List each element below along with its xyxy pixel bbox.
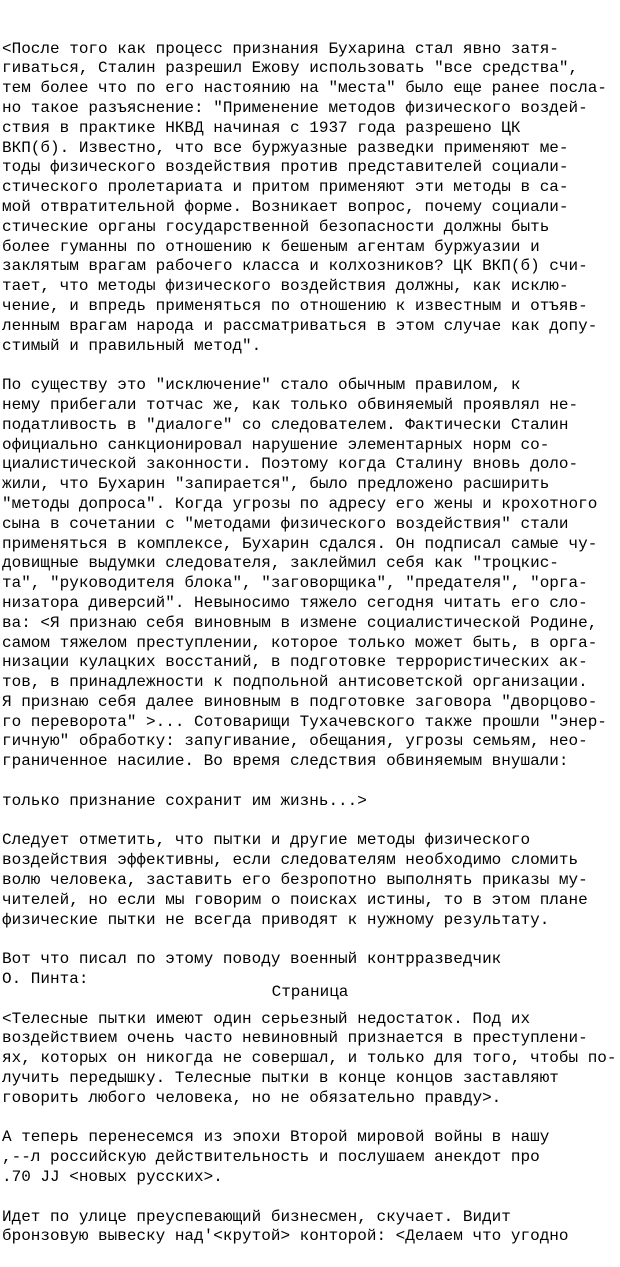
text-line: Вот что писал по этому поводу военный контрразведчик bbox=[2, 950, 502, 969]
text-line: волю человека, заставить его безропотно выполнять приказы му- bbox=[2, 871, 588, 890]
text-line: ях, которых он никогда не совершал, и только для того, чтобы по- bbox=[2, 1049, 617, 1068]
text-line: А теперь перенесемся из эпохи Второй мировой войны в нашу bbox=[2, 1128, 550, 1147]
paragraph bbox=[2, 792, 618, 812]
paragraph-gap bbox=[2, 772, 618, 792]
text-line: воздействием очень часто невиновный признается в преступлени- bbox=[2, 1029, 588, 1048]
text-line: низатора диверсий". Невыносимо тяжело сегодня читать его сло- bbox=[2, 593, 588, 612]
text-line: гиваться, Сталин разрешил Ежову использовать "все средства", bbox=[2, 59, 579, 78]
text-line: физические пытки не всегда приводят к нужному результату. bbox=[2, 910, 550, 929]
text-line: Следует отметить, что пытки и другие методы физического bbox=[2, 831, 531, 850]
text-line: граниченное насилие. Во время следствия обвиняемым внушали: bbox=[2, 752, 569, 771]
text-line: <Телесные пытки имеют один серьезный недостаток. Под их bbox=[2, 1009, 531, 1028]
paragraph bbox=[2, 1208, 618, 1248]
text-line: нему прибегали тотчас же, как только обвиняемый проявлял не- bbox=[2, 395, 579, 414]
text-line: тов, в принадлежности к подпольной антисоветской организации. bbox=[2, 673, 588, 692]
text-line: "методы допроса". Когда угрозы по адресу его жены и крохотного bbox=[2, 494, 598, 513]
text-line: стического пролетариата и притом применяют эти методы в са- bbox=[2, 178, 569, 197]
text-line: О. Пинта: bbox=[2, 970, 89, 989]
paragraph bbox=[2, 1010, 618, 1109]
text-line: та", "руководителя блока", "заговорщика", "предателя", "орга- bbox=[2, 574, 588, 593]
text-line: воздействия эффективны, если следователям необходимо сломить bbox=[2, 851, 579, 870]
text-line: чителей, но если мы говорим о поисках истины, то в этом плане bbox=[2, 890, 588, 909]
text-line: стимый и правильный метод". bbox=[2, 336, 262, 355]
text-line: более гуманны по отношению к бешеным агентам буржуазии и bbox=[2, 237, 540, 256]
paragraph-gap bbox=[2, 812, 618, 832]
paragraph-gap bbox=[2, 1188, 618, 1208]
text-line: По существу это "исключение" стало обычным правилом, к bbox=[2, 376, 521, 395]
text-line: мой отвратительной форме. Возникает вопрос, почему социали- bbox=[2, 197, 569, 216]
text-line: только признание сохранит им жизнь...> bbox=[2, 791, 367, 810]
text-line: Идет по улице преуспевающий бизнесмен, скучает. Видит bbox=[2, 1207, 511, 1226]
text-line: заклятым врагам рабочего класса и колхозников? ЦК ВКП(б) счи- bbox=[2, 257, 588, 276]
paragraph bbox=[2, 40, 618, 357]
paragraph-gap bbox=[2, 356, 618, 376]
text-line: применяться в комплексе, Бухарин сдался. Он подписал самые чу- bbox=[2, 534, 598, 553]
paragraph-gap bbox=[2, 1109, 618, 1129]
text-line: тает, что методы физического воздействия должны, как исклю- bbox=[2, 277, 569, 296]
document-body bbox=[2, 40, 618, 1248]
paragraph-gap bbox=[2, 930, 618, 950]
text-line: ВКП(б). Известно, что все буржуазные разведки применяют ме- bbox=[2, 138, 569, 157]
paragraph bbox=[2, 376, 618, 772]
text-line: го переворота" >... Сотоварищи Тухачевского также прошли "энер- bbox=[2, 712, 607, 731]
text-line: бронзовую вывеску над'<крутой> конторой: <Делаем что угодно bbox=[2, 1227, 569, 1246]
text-line: <После того как процесс признания Бухарина стал явно затя- bbox=[2, 39, 559, 58]
text-line: стические органы государственной безопасности должны быть bbox=[2, 217, 550, 236]
text-line: сына в сочетании с "методами физического воздействия" стали bbox=[2, 514, 569, 533]
text-line: .70 JJ <новых русских>. bbox=[2, 1168, 223, 1187]
text-line: ва: <Я признаю себя виновным в измене социалистической Родине, bbox=[2, 613, 598, 632]
paragraph bbox=[2, 1128, 618, 1187]
text-line: самом тяжелом преступлении, которое только может быть, в орга- bbox=[2, 633, 598, 652]
text-line: гичную" обработку: запугивание, обещания, угрозы семьям, нео- bbox=[2, 732, 588, 751]
text-line: жили, что Бухарин "запирается", было предложено расширить bbox=[2, 475, 550, 494]
text-line: низации кулацких восстаний, в подготовке террористических ак- bbox=[2, 653, 588, 672]
text-line: официально санкционировал нарушение элементарных норм со- bbox=[2, 435, 550, 454]
text-line: тоды физического воздействия против представителей социали- bbox=[2, 158, 569, 177]
text-line: Я признаю себя далее виновным в подготовке заговора "дворцово- bbox=[2, 692, 598, 711]
paragraph bbox=[2, 831, 618, 930]
text-line: циалистической законности. Поэтому когда Сталину вновь доло- bbox=[2, 455, 579, 474]
text-line: говорить любого человека, но не обязательно правду>. bbox=[2, 1088, 502, 1107]
text-line: ствия в практике НКВД начиная с 1937 года разрешено ЦК bbox=[2, 118, 521, 137]
page-label: Страница bbox=[271, 983, 349, 1001]
text-line: лучить передышку. Телесные пытки в конце концов заставляют bbox=[2, 1069, 559, 1088]
text-line: податливость в "диалоге" со следователем. Фактически Сталин bbox=[2, 415, 569, 434]
text-line: тем более что по его настоянию на "места" было еще ранее посла- bbox=[2, 79, 607, 98]
text-line: чение, и впредь применяться по отношению к известным и отъяв- bbox=[2, 296, 588, 315]
text-line: ленным врагам народа и рассматриваться в этом случае как допу- bbox=[2, 316, 598, 335]
text-line: ,--л российскую действительность и послушаем анекдот про bbox=[2, 1148, 540, 1167]
text-line: но такое разъяснение: "Применение методов физического воздей- bbox=[2, 98, 588, 117]
page-footer bbox=[0, 983, 620, 1003]
text-line: довищные выдумки следователя, заклеймил себя как "троцкис- bbox=[2, 554, 559, 573]
